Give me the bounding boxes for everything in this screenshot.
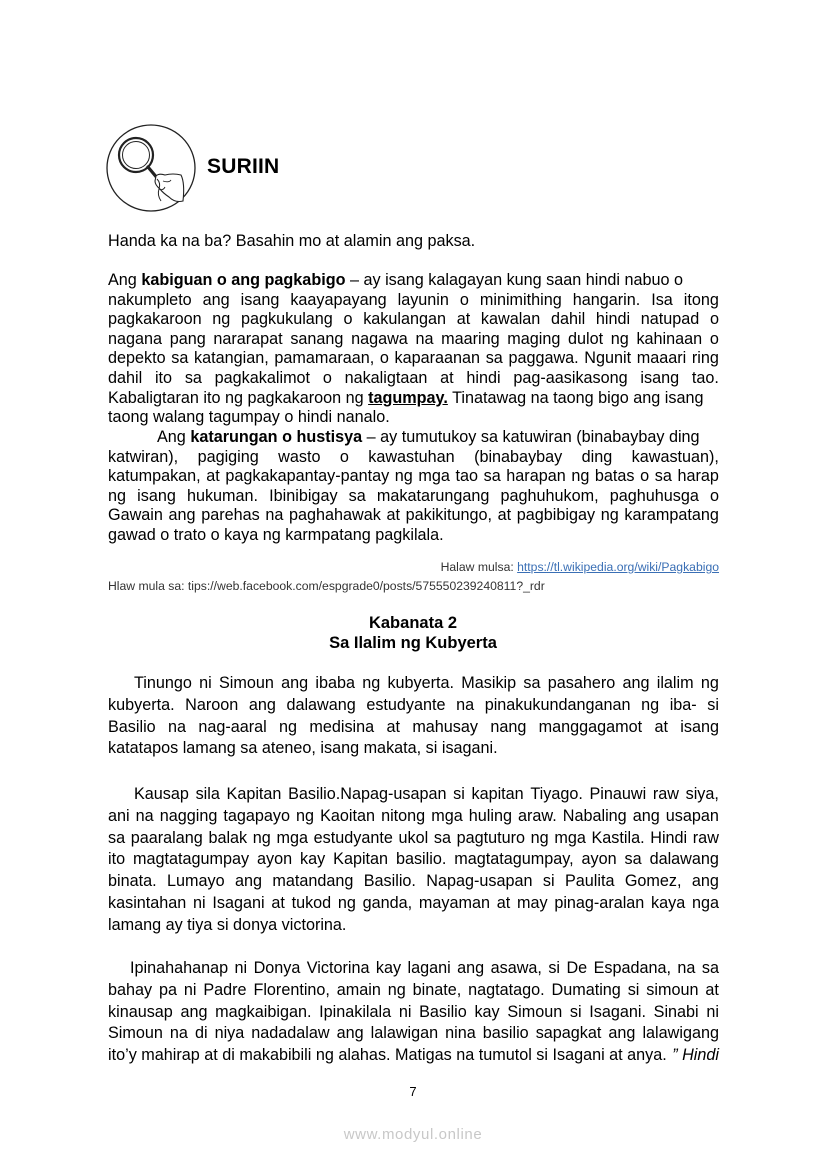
text-line: binata. Lumayo ang matandang Basilio. Napag-usapan si Paulita Gomez, ang (108, 872, 719, 891)
text-line: pagkakaroon ng pagkukulang o kakulangan at kawalan dahil hindi natupad o (108, 310, 719, 329)
intro-text: Handa ka na ba? Basahin mo at alamin ang paksa. (108, 232, 476, 250)
story-paragraph-2 (108, 784, 719, 937)
watermark: www.modyul.online (343, 1126, 483, 1143)
text-line: katwiran), pagiging wasto o kawastuhan (binabaybay ding kawastuan), (108, 447, 719, 466)
chapter-title: Sa Ilalim ng Kubyerta (329, 634, 497, 652)
text-line: kubyerta. Naroon ang dalawang estudyante na pinakukundanganan ng iba- si (108, 695, 719, 714)
citation-wikipedia (441, 560, 719, 574)
text-line: ng isang hukuman. Ibinibigay sa makatarungang paghuhukom, paghuhusga o (108, 486, 719, 505)
text-line: Ipinahahanap ni Donya Victorina kay lagani ang asawa, si De Espadana, na sa (130, 959, 719, 977)
text-line: gawad o trato o kaya ng karmpatang pagkilala. (108, 525, 444, 544)
text-line: ito’y mahirap at di makabibili ng alahas. Matigas na tumutol si Isagani at anya. ” Hindi (108, 1045, 719, 1067)
text-line: Basilio na nag-aaral ng medisina at mahusay nang manggagamot at isang (108, 717, 719, 736)
text-line: Simoun na di niya nadadalaw ang lalawigan nina basilio sapagkat ang lalawigang (108, 1024, 719, 1043)
text-line: Gawain ang parehas na paghahawak at pakikitungo, at pagbibigay ng karampatang (108, 506, 719, 525)
text-line: Ang kabiguan o ang pagkabigo – ay isang kalagayan kung saan hindi nabuo o (108, 271, 683, 289)
text-line: taong walang tagumpay o hindi nanalo. (108, 408, 390, 427)
text-line: nagana pang nararapat sanang nagawa na maaring maging dulot ng kahinaan o (108, 329, 719, 348)
citation-label: Halaw mulsa: (440, 560, 518, 574)
wikipedia-link[interactable]: https://tl.wikipedia.org/wiki/Pagkabigo (517, 560, 719, 574)
story-paragraph-3 (108, 958, 719, 1067)
text-line: Kabaligtaran ito ng pagkakaroon ng tagumpay. Tinatawag na taong bigo ang isang (108, 388, 704, 407)
definition-kabiguan (108, 271, 719, 428)
italic-quote: ” Hindi (672, 1046, 719, 1065)
term-katarungan: katarungan o hustisya (190, 428, 363, 446)
text-line: kinausap ang magkaibigan. Ipinakilala ni Basilio kay Simoun si Isagani. Sinabi ni (108, 1002, 719, 1021)
citation-facebook: Hlaw mula sa: tips://web.facebook.com/espgrade0/posts/575550239240811?_rdr (108, 579, 545, 593)
text-line: depekto sa katangian, pamamaraan, o kaparaanan sa paggawa. Ngunit maaari ring (108, 349, 719, 368)
chapter-number: Kabanata 2 (368, 614, 458, 632)
page-number: 7 (409, 1084, 417, 1099)
text-line: lamang ay tiya si donya victorina. (108, 915, 347, 934)
text-line: ito magtatagumpay ayon kay Kapitan basilio. magtatagumpay, ayon sa dalawang (108, 850, 719, 869)
text-line: dahil ito sa pagkakalimot o nakaligtaan at hindi pag-aasikasong isang tao. (108, 368, 719, 387)
magnifying-glass-hand-icon (105, 123, 197, 213)
text-line: sa paaralang balak ng mga estudyante ukol sa pagtuturo ng mga Kastila. Hindi raw (108, 828, 719, 847)
text-line: ani na nagging tagapayo ng Kaoitan nitong mga huling araw. Nabaling ang usapan (108, 806, 719, 825)
text-line: katatapos lamang sa ateneo, isang makata, si isagani. (108, 739, 498, 758)
text-line: nakumpleto ang isang kaayapayang layunin o minimithing hangarin. Isa itong (108, 290, 719, 309)
term-tagumpay: tagumpay. (368, 388, 448, 407)
text-line: Ang katarungan o hustisya – ay tumutukoy sa katuwiran (binabaybay ding (157, 428, 700, 446)
definition-katarungan (108, 428, 719, 546)
text-line: Kausap sila Kapitan Basilio.Napag-usapan si kapitan Tiyago. Pinauwi raw siya, (134, 785, 719, 803)
term-kabiguan: kabiguan o ang pagkabigo (141, 271, 346, 289)
text-line: katumpakan, at pagkakapantay-pantay ng mga tao sa harapan ng batas o sa harap (108, 467, 719, 486)
story-paragraph-1 (108, 673, 719, 760)
section-title: SURIIN (207, 155, 280, 178)
text-line: bahay pa ni Padre Florentino, amain ng binate, nagtatago. Dumating si simoun at (108, 980, 719, 999)
text-line: Tinungo ni Simoun ang ibaba ng kubyerta. Masikip sa pasahero ang ilalim ng (134, 674, 719, 692)
text-line: kasintahan ni Isagani at tukod ng ganda, mayaman at may pinag-aralan kaya nga (108, 893, 719, 912)
